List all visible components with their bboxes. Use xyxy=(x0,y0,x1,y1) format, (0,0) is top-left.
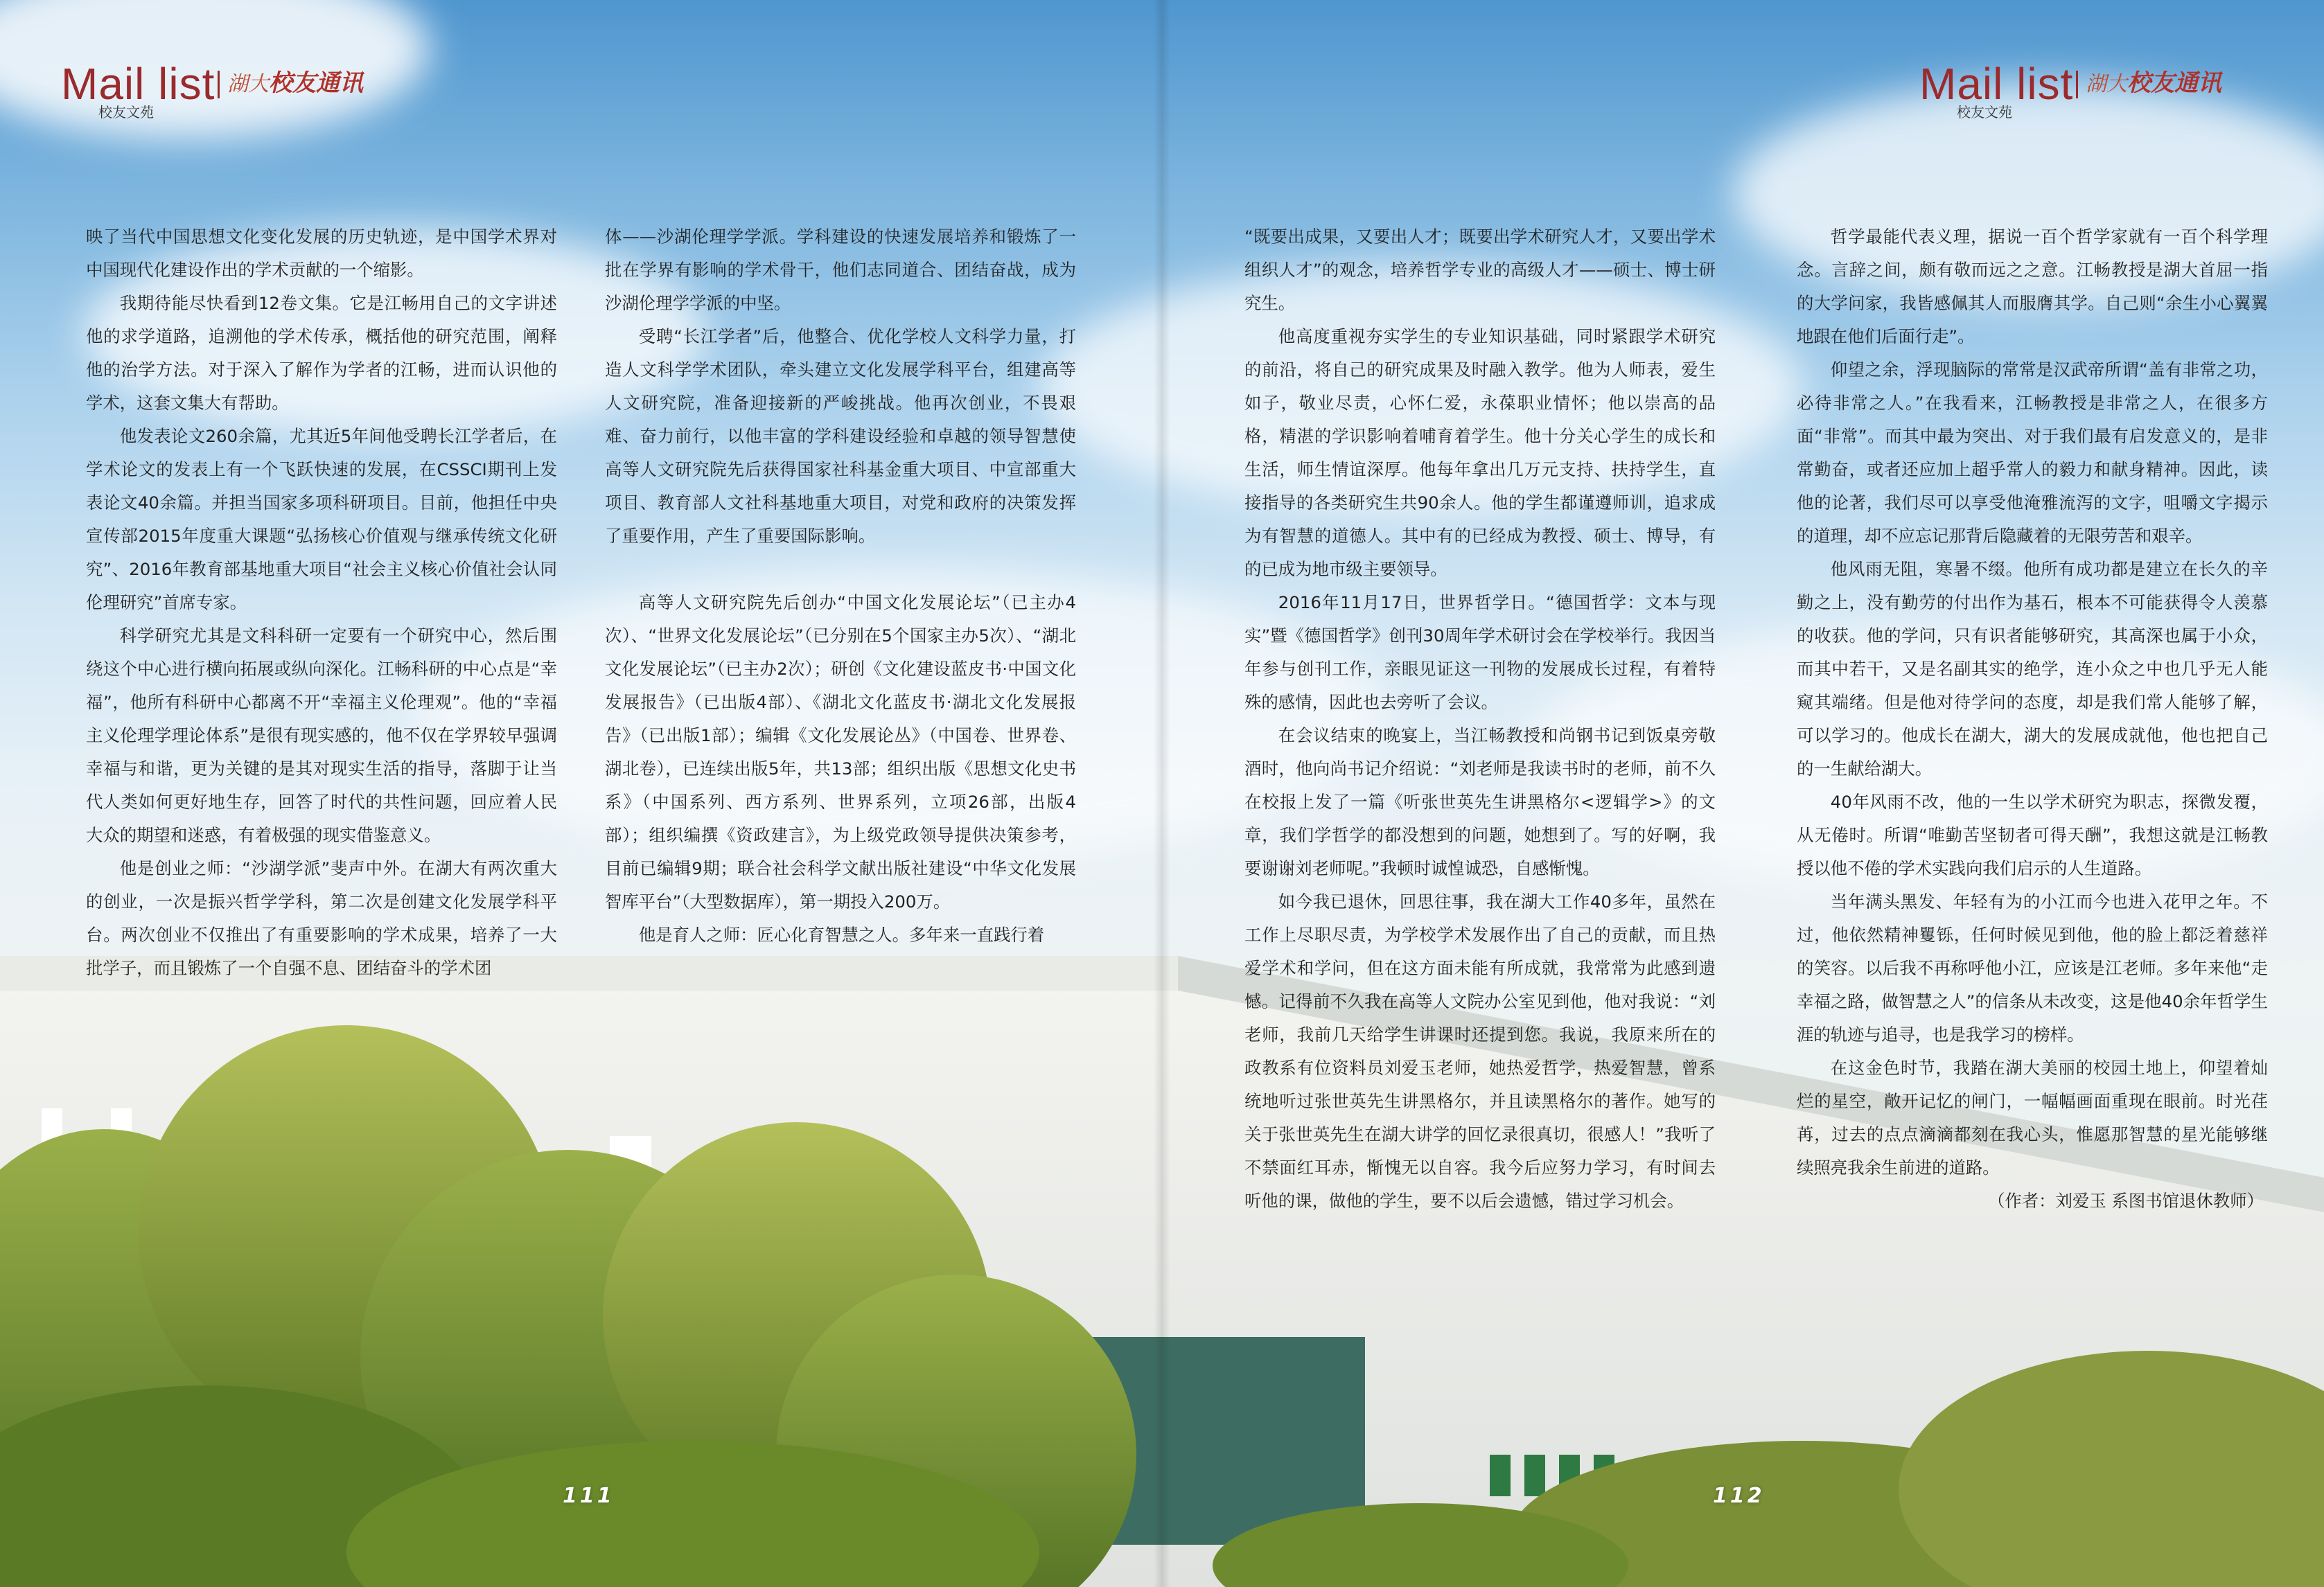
text-column-2 xyxy=(605,220,1076,952)
paragraph: 他高度重视夯实学生的专业知识基础，同时紧跟学术研究的前沿，将自己的研究成果及时融入教学。他为人师表，爱生如子，敬业尽责，心怀仁爱，永葆职业情怀；他以崇高的品格，精湛的学识影响着哺育着学生。他十分关心学生的成长和生活，师生情谊深厚。他每年拿出几万元支持、扶持学生，直接指导的各类研究生共90余人。他的学生都谨遵师训，追求成为有智慧的道德人。其中有的已经成为教授、硕士、博导，有的已成为地市级主要领导。 xyxy=(1244,326,1716,579)
paragraph: 在这金色时节，我踏在湖大美丽的校园土地上，仰望着灿烂的星空，敞开记忆的闸门，一幅幅画面重现在眼前。时光荏苒，过去的点点滴滴都刻在我心头，惟愿那智慧的星光能够继续照亮我余生前进的道路。 xyxy=(1797,1058,2268,1178)
text-column-4 xyxy=(1797,220,2268,1218)
masthead-title: Mail list xyxy=(1919,59,2074,109)
paragraph: 在会议结束的晚宴上，当江畅教授和尚钢书记到饭桌旁敬酒时，他向尚书记介绍说：“刘老师是我读书时的老师，前不久在校报上发了一篇《听张世英先生讲黑格尔<逻辑学>》的文章，我们学哲学的都没想到的问题，她想到了。写的好啊，我要谢谢刘老师呢。”我顿时诚惶诚恐，自感惭愧。 xyxy=(1244,725,1716,878)
paragraph: 哲学最能代表义理，据说一百个哲学家就有一百个科学理念。言辞之间，颇有敬而远之之意。江畅教授是湖大首屈一指的大学问家，我皆感佩其人而服膺其学。自己则“余生小心翼翼地跟在他们后面行走”。 xyxy=(1797,227,2268,346)
paragraph: 映了当代中国思想文化变化发展的历史轨迹，是中国学术界对中国现代化建设作出的学术贡献的一个缩影。 xyxy=(86,227,557,280)
paragraph: 我期待能尽快看到12卷文集。它是江畅用自己的文字讲述他的求学道路，追溯他的学术传承，概括他的研究范围，阐释他的治学方法。对于深入了解作为学者的江畅，进而认识他的学术，这套文集大有帮助。 xyxy=(86,293,557,413)
paragraph: 科学研究尤其是文科科研一定要有一个研究中心，然后围绕这个中心进行横向拓展或纵向深化。江畅科研的中心点是“幸福”，他所有科研中心都离不开“幸福主义伦理观”。他的“幸福主义伦理学理论体系”是很有现实感的，他不仅在学界较早强调幸福与和谐，更为关键的是其对现实生活的指导，落脚于让当代人类如何更好地生存，回答了时代的共性问题，回应着人民大众的期望和迷惑，有着极强的现实借鉴意义。 xyxy=(86,626,557,845)
publication-name-main: 校友通讯 xyxy=(2127,69,2221,97)
page-number: 112 xyxy=(1713,1484,1765,1508)
author-signature: （作者：刘爱玉 系图书馆退休教师） xyxy=(1987,1191,2264,1211)
paragraph: 2016年11月17日，世界哲学日。“德国哲学：文本与现实”暨《德国哲学》创刊30周年学术研讨会在学校举行。我因当年参与创刊工作，亲眼见证这一刊物的发展成长过程，有着特殊的感情，因此也去旁听了会议。 xyxy=(1244,592,1716,712)
paragraph: 如今我已退休，回思往事，我在湖大工作40多年，虽然在工作上尽职尽责，为学校学术发展作出了自己的贡献，而且热爱学术和学问，但在这方面未能有所成就，我常常为此感到遗憾。记得前不久我在高等人文院办公室见到他，他对我说：“刘老师，我前几天给学生讲课时还提到您。我说，我原来所在的政教系有位资料员刘爱玉老师，她热爱哲学，热爱智慧，曾系统地听过张世英先生讲黑格尔，并且读黑格尔的著作。她写的关于张世英先生在湖大讲学的回忆录很真切，很感人！”我听了不禁面红耳赤，惭愧无以自容。我今后应努力学习，有时间去听他的课，做他的学生，要不以后会遗憾，错过学习机会。 xyxy=(1244,892,1716,1211)
masthead-subtitle: 校友文苑 xyxy=(1957,104,2012,121)
paragraph: 他发表论文260余篇，尤其近5年间他受聘长江学者后，在学术论文的发表上有一个飞跃快速的发展，在CSSCI期刊上发表论文40余篇。并担当国家多项科研项目。目前，他担任中央宣传部2015年度重大课题“弘扬核心价值观与继承传统文化研究”、2016年教育部基地重大项目“社会主义核心价值社会认同伦理研究”首席专家。 xyxy=(86,426,557,612)
paragraph: 40年风雨不改，他的一生以学术研究为职志，探微发覆，从无倦时。所谓“唯勤苦坚韧者可得天酬”，我想这就是江畅教授以他不倦的学术实践向我们启示的人生道路。 xyxy=(1797,792,2268,878)
publication-name-prefix: 湖大 xyxy=(227,72,269,96)
paragraph: “既要出成果，又要出人才；既要出学术研究人才，又要出学术组织人才”的观念，培养哲学专业的高级人才——硕士、博士研究生。 xyxy=(1244,227,1716,313)
masthead-publication-name xyxy=(227,64,363,98)
paragraph: 高等人文研究院先后创办“中国文化发展论坛”（已主办4次）、“世界文化发展论坛”（已分别在5个国家主办5次）、“湖北文化发展论坛”（已主办2次）；研创《文化建设蓝皮书·中国文化发展报告》（已出版4部）、《湖北文化蓝皮书·湖北文化发展报告》（已出版1部）；编辑《文化发展论丛》（中国卷、世界卷、湖北卷），已连续出版5年，共13部；组织出版《思想文化史书系》（中国系列、西方系列、世界系列，立项26部，出版4部）；组织编撰《资政建言》，为上级党政领导提供决策参考，目前已编辑9期；联合社会科学文献出版社建设“中华文化发展智库平台”（大型数据库），第一期投入200万。 xyxy=(605,592,1076,912)
paragraph: 当年满头黑发、年轻有为的小江而今也进入花甲之年。不过，他依然精神矍铄，任何时候见到他，他的脸上都泛着慈祥的笑容。以后我不再称呼他小江，应该是江老师。多年来他“走幸福之路，做智慧之人”的信条从未改变，这是他40余年哲学生涯的轨迹与追寻，也是我学习的榜样。 xyxy=(1797,892,2268,1045)
paragraph: 他是育人之师：匠心化育智慧之人。多年来一直践行着 xyxy=(638,925,1045,945)
masthead-divider xyxy=(2076,71,2078,98)
masthead-subtitle: 校友文苑 xyxy=(98,104,154,121)
text-column-1 xyxy=(86,220,557,985)
paragraph: 体——沙湖伦理学学派。学科建设的快速发展培养和锻炼了一批在学界有影响的学术骨干，他们志同道合、团结奋战，成为沙湖伦理学学派的中坚。 xyxy=(605,227,1076,313)
publication-name-prefix: 湖大 xyxy=(2086,72,2127,96)
page-number: 111 xyxy=(563,1484,615,1508)
paragraph: 受聘“长江学者”后，他整合、优化学校人文科学力量，打造人文科学学术团队，牵头建立文化发展学科平台，组建高等人文研究院，准备迎接新的严峻挑战。他再次创业，不畏艰难、奋力前行，以他丰富的学科建设经验和卓越的领导智慧使高等人文研究院先后获得国家社科基金重大项目、中宣部重大项目、教育部人文社科基地重大项目，对党和政府的决策发挥了重要作用，产生了重要国际影响。 xyxy=(605,326,1076,546)
publication-name-main: 校友通讯 xyxy=(269,69,363,97)
paragraph: 他风雨无阻，寒暑不缀。他所有成功都是建立在长久的辛勤之上，没有勤劳的付出作为基石，根本不可能获得令人羡慕的收获。他的学问，只有识者能够研究，其高深也属于小众，而其中若干，又是名副其实的绝学，连小众之中也几乎无人能窥其端绪。但是他对待学问的态度，却是我们常人能够了解，可以学习的。他成长在湖大，湖大的发展成就他，他也把自己的一生献给湖大。 xyxy=(1797,559,2268,779)
text-column-3 xyxy=(1244,220,1716,1218)
masthead-publication-name xyxy=(2086,64,2221,98)
masthead-title: Mail list xyxy=(61,59,215,109)
paragraph: 他是创业之师：“沙湖学派”斐声中外。在湖大有两次重大的创业，一次是振兴哲学学科，第二次是创建文化发展学科平台。两次创业不仅推出了有重要影响的学术成果，培养了一大批学子，而且锻炼了一个自强不息、团结奋斗的学术团 xyxy=(86,858,557,978)
paragraph: 仰望之余，浮现脑际的常常是汉武帝所谓“盖有非常之功，必待非常之人。”在我看来，江畅教授是非常之人，在很多方面“非常”。而其中最为突出、对于我们最有启发意义的，是非常勤奋，或者还应加上超乎常人的毅力和献身精神。因此，读他的论著，我们尽可以享受他淹雅流泻的文字，咀嚼文字揭示的道理，却不应忘记那背后隐藏着的无限劳苦和艰辛。 xyxy=(1797,360,2268,546)
page-right xyxy=(1162,0,2324,1587)
masthead-divider xyxy=(218,71,220,98)
